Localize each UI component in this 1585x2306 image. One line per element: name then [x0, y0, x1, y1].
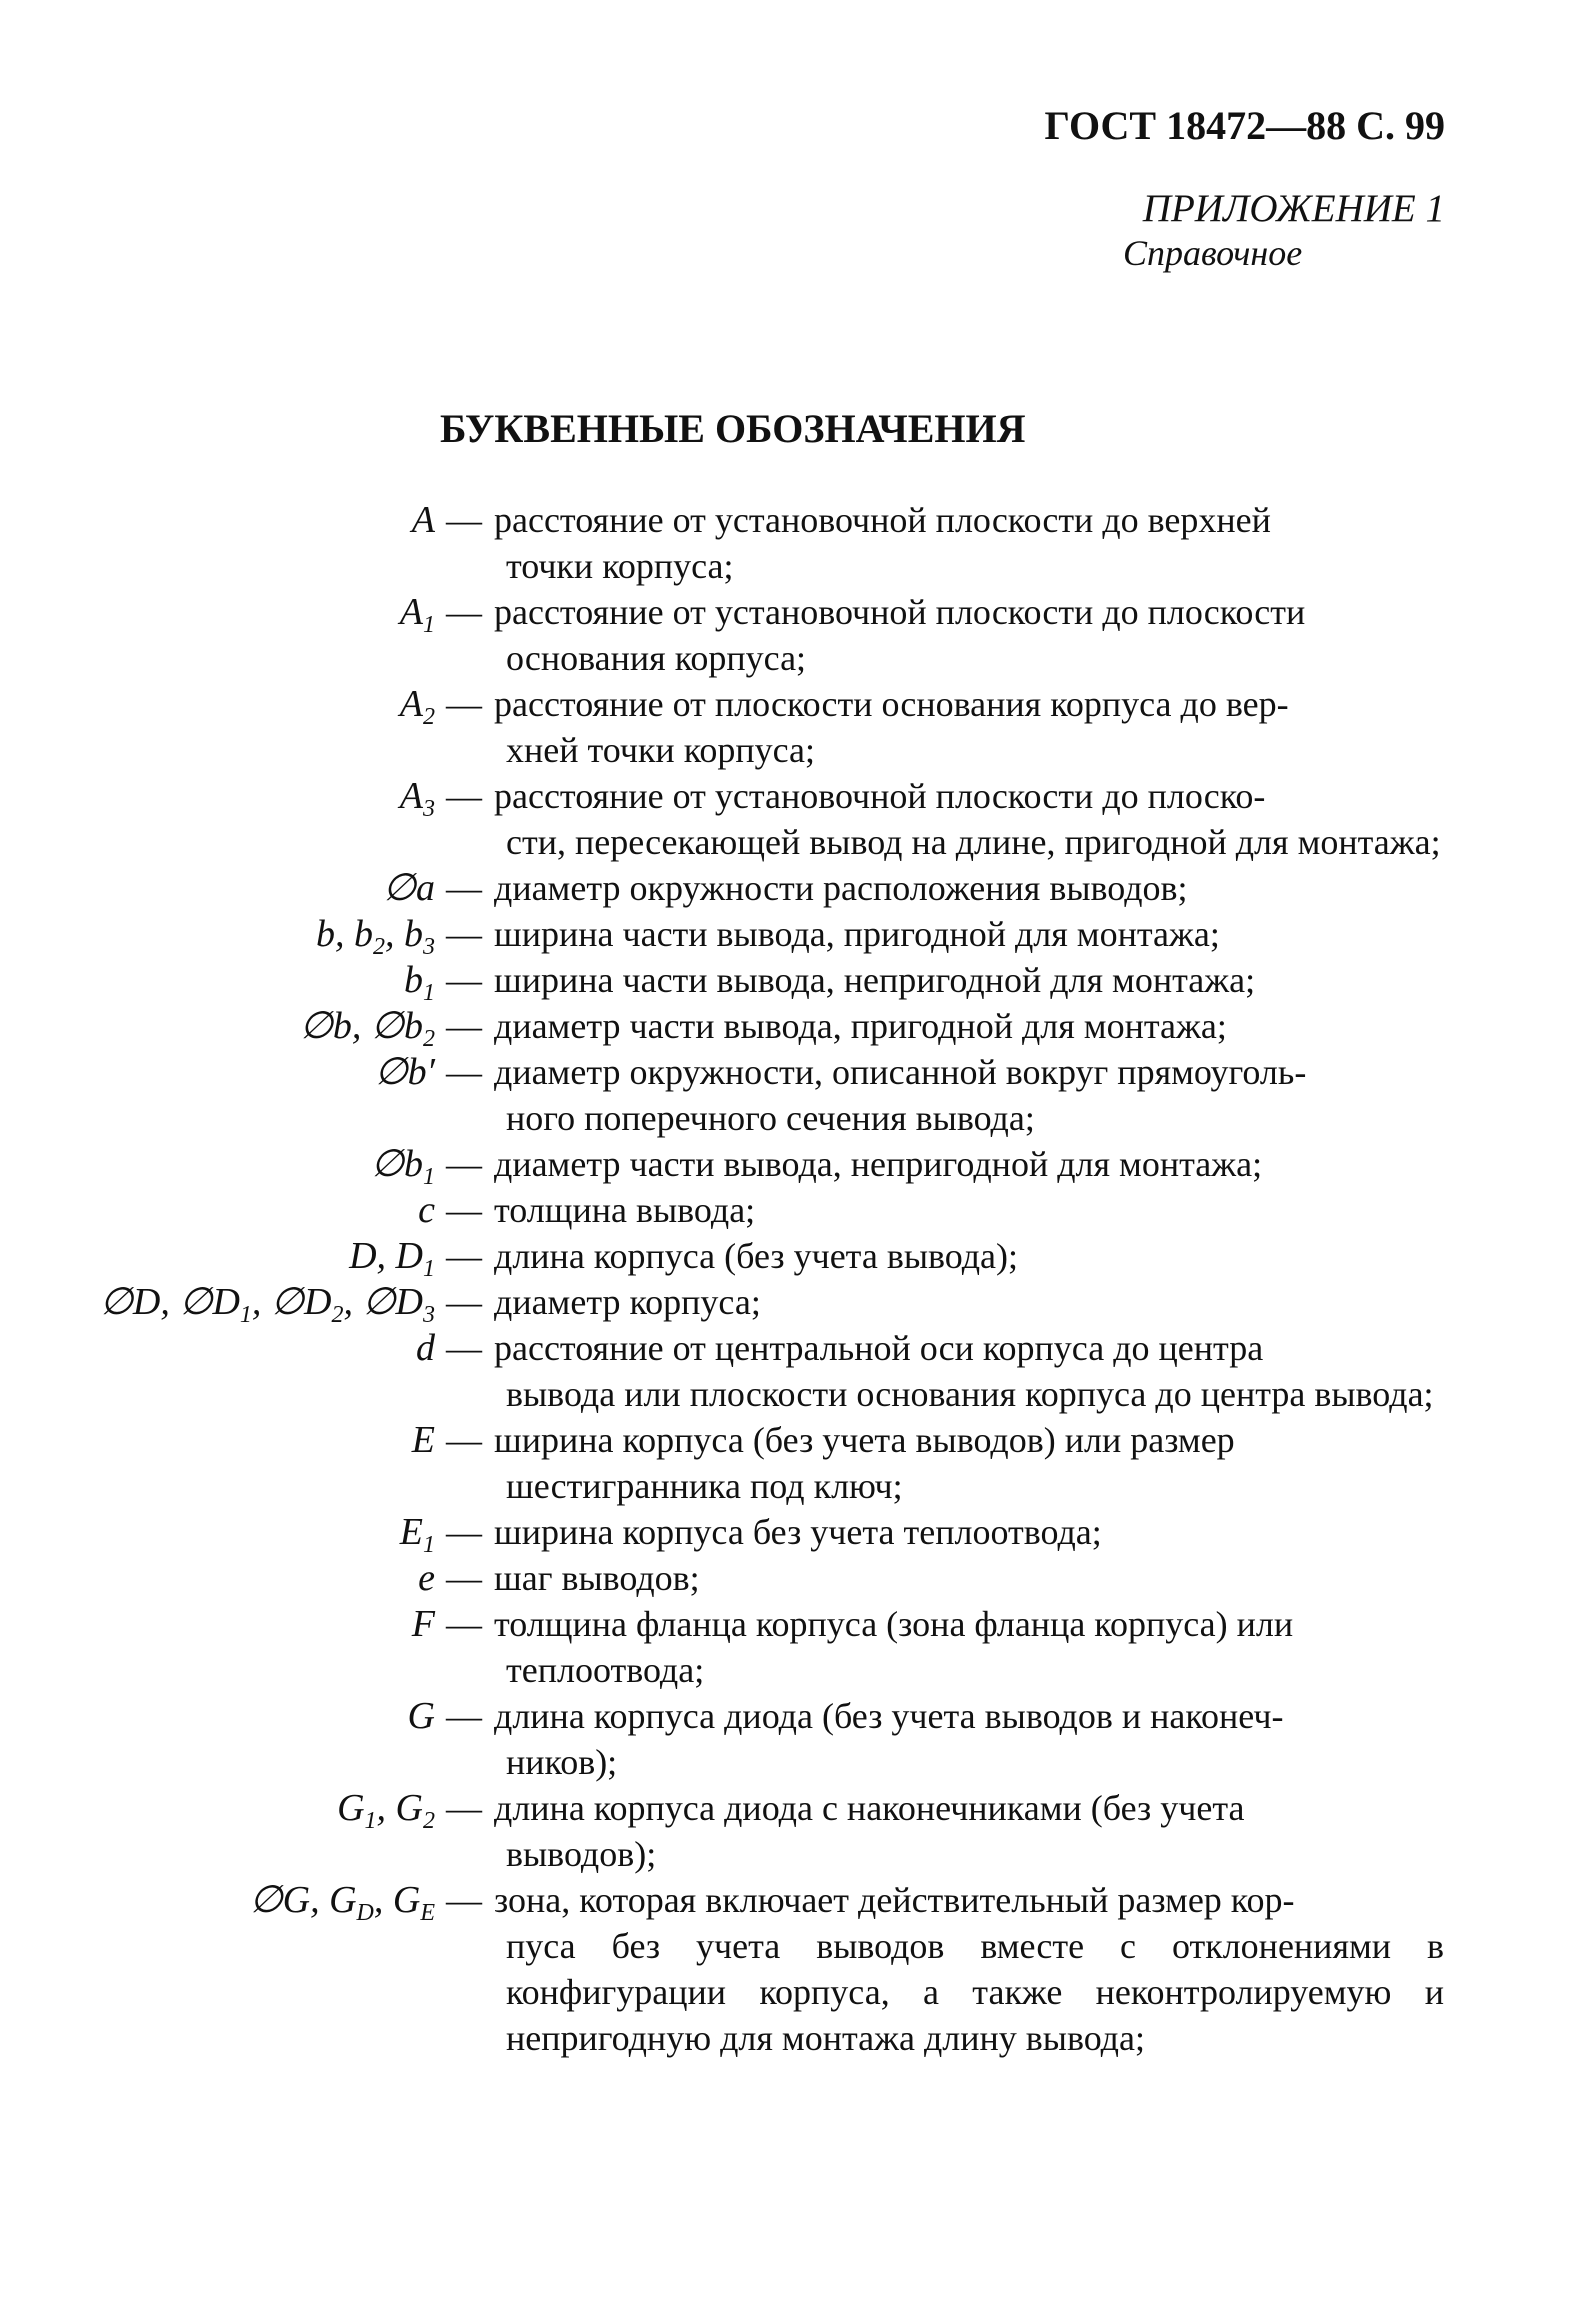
definition-continuation: шестигранника под ключ;: [506, 1466, 903, 1506]
definition-dash: —: [446, 776, 482, 816]
definition-first-line: толщина вывода;: [494, 1190, 756, 1230]
definition-first-line: диаметр окружности, описанной вокруг прямоуголь-: [494, 1052, 1307, 1092]
definition-text: [494, 1187, 1444, 1233]
definition-text: [494, 1877, 1444, 2061]
definition-first-line: расстояние от установочной плоскости до верхней: [494, 500, 1271, 540]
definition-symbol: ∅D, $\emptyset D_1$, $\emptyset D_2$, $\emptyset D_3$: [99, 1281, 435, 1328]
definition-text: [494, 1233, 1444, 1279]
definition-entry: [0, 957, 1585, 1006]
definition-entry: [0, 681, 1585, 773]
definition-dash: —: [446, 1788, 482, 1828]
definition-continuation: выводов);: [506, 1834, 657, 1874]
definition-entry: [0, 1877, 1585, 2061]
definition-continuation: теплоотвода;: [506, 1650, 705, 1690]
definition-entry: [0, 1279, 1585, 1328]
definition-text: [494, 865, 1444, 911]
definition-continuation: вывода или плоскости основания корпуса до центра вывода;: [506, 1374, 1434, 1414]
definition-text: [494, 773, 1444, 865]
definition-dash: —: [446, 1328, 482, 1368]
definition-first-line: расстояние от установочной плоскости до плоскости: [494, 592, 1306, 632]
definition-continuation: ного поперечного сечения вывода;: [506, 1098, 1035, 1138]
definition-entry: [0, 1233, 1585, 1282]
definition-first-line: длина корпуса диода (без учета выводов и наконеч-: [494, 1696, 1284, 1736]
definition-entry: [0, 1325, 1585, 1417]
definition-dash: —: [446, 1006, 482, 1046]
definition-text: [494, 1555, 1444, 1601]
definition-continuation: пуса без учета выводов вместе с отклонениями в конфигурации корпуса, а также неконтролируемую и непригодную для монтажа длину вывода;: [506, 1926, 1444, 2058]
section-title: БУКВЕННЫЕ ОБОЗНАЧЕНИЯ: [440, 406, 1026, 451]
definition-entry: [0, 1003, 1585, 1052]
definition-continuation: ников);: [506, 1742, 618, 1782]
definition-text: [494, 1141, 1444, 1187]
definition-entry: [0, 1555, 1585, 1601]
definition-symbol: E: [411, 1419, 435, 1461]
appendix-type: Справочное: [1123, 233, 1303, 273]
definition-symbol: c: [418, 1189, 435, 1231]
definitions-list: [0, 497, 1585, 2061]
definition-dash: —: [446, 868, 482, 908]
definition-text: [494, 497, 1444, 589]
definition-symbol: ∅b, $\emptyset b_2$: [299, 1005, 435, 1052]
definition-continuation: точки корпуса;: [506, 546, 734, 586]
definition-text: [494, 911, 1444, 957]
definition-first-line: ширина части вывода, непригодной для монтажа;: [494, 960, 1256, 1000]
definition-text: [494, 957, 1444, 1003]
definition-symbol: b, $b_2$, $b_3$: [316, 913, 435, 960]
definition-first-line: ширина части вывода, пригодной для монтажа;: [494, 914, 1220, 954]
definition-symbol: F: [411, 1603, 435, 1645]
definition-dash: —: [446, 1696, 482, 1736]
definition-continuation: хней точки корпуса;: [506, 730, 816, 770]
definition-entry: [0, 1601, 1585, 1693]
definition-text: [494, 1049, 1444, 1141]
definition-entry: [0, 1417, 1585, 1509]
definition-entry: [0, 589, 1585, 681]
definition-first-line: ширина корпуса (без учета выводов) или размер: [494, 1420, 1235, 1460]
definition-continuation: сти, пересекающей вывод на длине, пригодной для монтажа;: [506, 822, 1441, 862]
definition-text: [494, 681, 1444, 773]
definition-text: [494, 1509, 1444, 1555]
definition-text: [494, 589, 1444, 681]
definition-entry: [0, 1509, 1585, 1558]
definition-symbol: $A_2$: [399, 683, 435, 730]
standard-reference: ГОСТ 18472—88 С. 99: [1044, 103, 1445, 148]
definition-first-line: длина корпуса диода с наконечниками (без учета: [494, 1788, 1245, 1828]
definition-first-line: зона, которая включает действительный размер кор-: [494, 1880, 1295, 1920]
definition-symbol: ∅a: [382, 867, 435, 909]
definition-dash: —: [446, 1052, 482, 1092]
appendix-label: ПРИЛОЖЕНИЕ 1: [1142, 187, 1445, 230]
definition-symbol: ∅G, $G_D$, $G_E$: [249, 1879, 435, 1926]
definition-symbol: A: [411, 499, 435, 541]
definition-entry: [0, 1141, 1585, 1190]
definition-symbol: D, $D_1$: [349, 1235, 435, 1282]
definition-first-line: диаметр части вывода, непригодной для монтажа;: [494, 1144, 1263, 1184]
definition-first-line: диаметр части вывода, пригодной для монтажа;: [494, 1006, 1227, 1046]
definition-first-line: длина корпуса (без учета вывода);: [494, 1236, 1019, 1276]
definition-entry: [0, 1187, 1585, 1233]
definition-dash: —: [446, 1282, 482, 1322]
definition-entry: [0, 497, 1585, 589]
definition-first-line: расстояние от плоскости основания корпуса до вер-: [494, 684, 1289, 724]
definition-first-line: ширина корпуса без учета теплоотвода;: [494, 1512, 1102, 1552]
definition-symbol: e: [418, 1557, 435, 1599]
definition-text: [494, 1003, 1444, 1049]
definition-dash: —: [446, 1604, 482, 1644]
definition-entry: [0, 1785, 1585, 1877]
definition-first-line: диаметр окружности расположения выводов;: [494, 868, 1188, 908]
definition-symbol: d: [416, 1327, 435, 1369]
definition-text: [494, 1601, 1444, 1693]
definition-entry: [0, 911, 1585, 960]
definition-dash: —: [446, 914, 482, 954]
definition-text: [494, 1785, 1444, 1877]
definition-text: [494, 1693, 1444, 1785]
definition-text: [494, 1417, 1444, 1509]
definition-dash: —: [446, 592, 482, 632]
definition-first-line: диаметр корпуса;: [494, 1282, 761, 1322]
definition-first-line: толщина фланца корпуса (зона фланца корпуса) или: [494, 1604, 1294, 1644]
definition-symbol: $A_1$: [399, 591, 435, 638]
definition-entry: [0, 1049, 1585, 1141]
definition-dash: —: [446, 1880, 482, 1920]
definition-entry: [0, 773, 1585, 865]
definition-dash: —: [446, 1144, 482, 1184]
definition-entry: [0, 865, 1585, 911]
definition-symbol: $G_1$, $G_2$: [337, 1787, 435, 1834]
definition-symbol: $A_3$: [399, 775, 435, 822]
definition-dash: —: [446, 1558, 482, 1598]
definition-dash: —: [446, 500, 482, 540]
definition-symbol: G: [407, 1695, 435, 1737]
definition-dash: —: [446, 960, 482, 1000]
definition-first-line: расстояние от центральной оси корпуса до центра: [494, 1328, 1264, 1368]
definition-symbol: ∅b′: [374, 1051, 435, 1093]
definition-entry: [0, 1693, 1585, 1785]
definition-dash: —: [446, 684, 482, 724]
definition-symbol: $E_1$: [399, 1511, 435, 1558]
definition-first-line: шаг выводов;: [494, 1558, 700, 1598]
definition-dash: —: [446, 1236, 482, 1276]
definition-text: [494, 1325, 1444, 1417]
definition-symbol: $\emptyset b_1$: [370, 1143, 435, 1190]
definition-symbol: $b_1$: [404, 959, 435, 1006]
definition-dash: —: [446, 1420, 482, 1460]
definition-first-line: расстояние от установочной плоскости до плоско-: [494, 776, 1266, 816]
definition-dash: —: [446, 1512, 482, 1552]
definition-continuation: основания корпуса;: [506, 638, 807, 678]
definition-text: [494, 1279, 1444, 1325]
definition-dash: —: [446, 1190, 482, 1230]
